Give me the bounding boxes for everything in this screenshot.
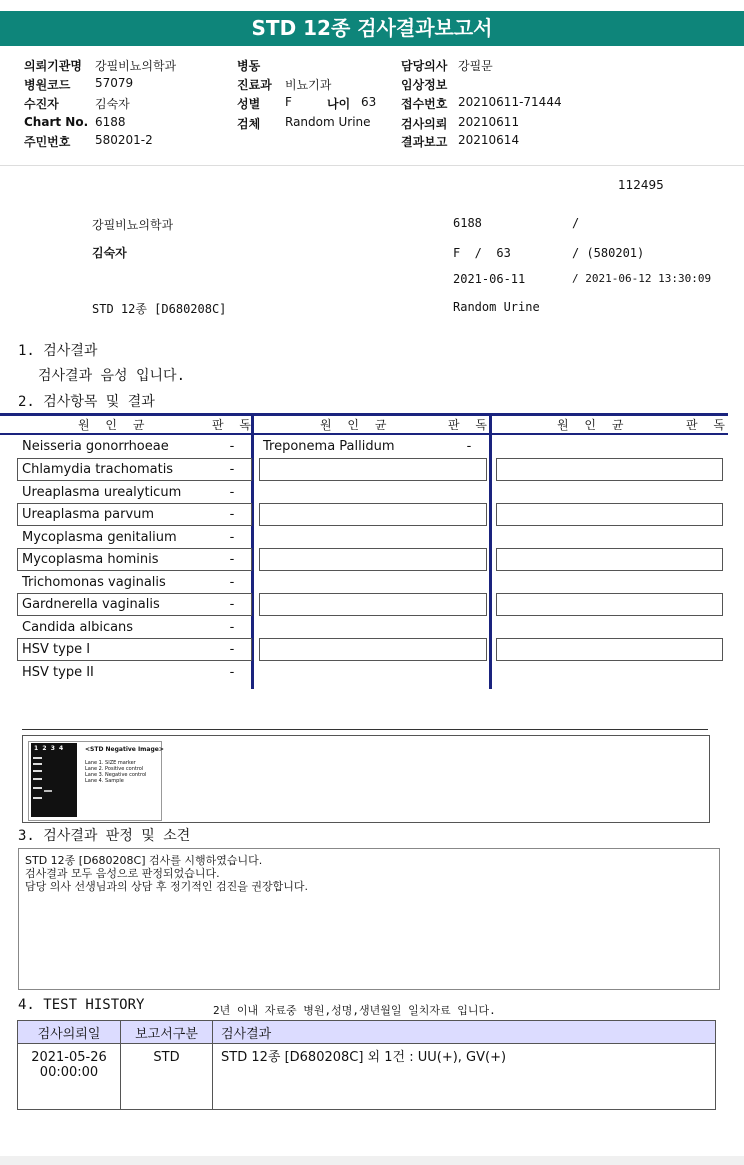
empty-row-box — [496, 593, 723, 616]
findings-box — [18, 848, 720, 990]
organism-name: Mycoplasma hominis — [22, 552, 159, 567]
summary-report-date: / 2021-06-12 13:30:09 — [572, 272, 712, 285]
section4-title: 4. TEST HISTORY — [18, 997, 145, 1013]
history-type: STD — [121, 1044, 213, 1110]
report-label: 결과보고 — [401, 135, 448, 149]
patient-value: 김숙자 — [95, 97, 130, 111]
summary-request-date: 2021-06-11 — [453, 272, 526, 286]
id-label: 주민번호 — [24, 135, 71, 149]
chart-value: 6188 — [95, 115, 126, 129]
table-row — [18, 1044, 716, 1110]
organism-name: Candida albicans — [22, 620, 134, 635]
history-header-result: 검사결과 — [213, 1021, 716, 1044]
ladder-band — [33, 787, 42, 789]
findings-line: 검사결과 모두 음성으로 판정되었습니다. — [25, 867, 220, 880]
organism-result: - — [229, 642, 235, 657]
history-date: 2021-05-26 — [31, 1050, 107, 1065]
gel-top-rule — [22, 729, 708, 730]
organism-name: Chlamydia trachomatis — [22, 462, 174, 477]
history-note: 2년 이내 자료중 병원,성명,생년월일 일치자료 입니다. — [213, 1004, 496, 1017]
id-value: 580201-2 — [95, 133, 153, 147]
empty-row-box — [259, 458, 487, 481]
patient-label: 수진자 — [24, 97, 59, 111]
ladder-band — [33, 770, 42, 772]
sex-label: 성별 — [237, 97, 261, 111]
page-footer-bar — [0, 1156, 744, 1165]
history-time: 00:00:00 — [39, 1065, 99, 1080]
ladder-band — [33, 778, 42, 780]
summary-test: STD 12종 [D680208C] — [92, 302, 227, 316]
organism-result: - — [229, 597, 235, 612]
results-grid-divider-2 — [489, 413, 492, 689]
header-divider — [0, 165, 744, 166]
history-date-cell — [18, 1044, 121, 1110]
hospital-value: 강필비뇨의학과 — [95, 59, 177, 73]
organism-result: - — [229, 552, 235, 567]
receipt-value: 20210611-71444 — [458, 95, 562, 109]
section1-text: 검사결과 음성 입니다. — [38, 368, 186, 384]
chart-label: Chart No. — [24, 115, 89, 129]
empty-row-box — [259, 593, 487, 616]
col2-org-header: 원 인 균 — [320, 418, 393, 432]
organism-result: - — [229, 620, 235, 635]
dept-label: 진료과 — [237, 78, 272, 92]
organism-name: Ureaplasma urealyticum — [22, 485, 182, 500]
gel-lanes-image — [31, 743, 77, 817]
empty-row-box — [259, 503, 487, 526]
doctor-value: 강필문 — [458, 59, 493, 73]
organism-name: Gardnerella vaginalis — [22, 597, 160, 612]
organism-result: - — [229, 575, 235, 590]
positive-band — [44, 790, 52, 792]
ladder-band — [33, 763, 42, 765]
summary-clinic: 강필비뇨의학과 — [92, 218, 174, 232]
summary-name: 김숙자 — [92, 246, 127, 260]
gel-legend-lane3: Lane 3. Negative control — [85, 772, 147, 778]
clinical-label: 임상정보 — [401, 78, 448, 92]
col3-res-header: 판 독 — [686, 418, 731, 432]
section1-title: 1. 검사결과 — [18, 343, 98, 359]
sex-value: F — [285, 95, 292, 109]
organism-result: - — [229, 530, 235, 545]
organism-name: HSV type I — [22, 642, 91, 657]
section3-title: 3. 검사결과 판정 및 소견 — [18, 828, 191, 844]
request-value: 20210611 — [458, 115, 520, 129]
empty-row-box — [496, 503, 723, 526]
ward-label: 병동 — [237, 59, 261, 73]
history-table — [17, 1020, 716, 1110]
col3-org-header: 원 인 균 — [557, 418, 630, 432]
age-value: 63 — [361, 95, 377, 109]
doctor-label: 담당의사 — [401, 59, 448, 73]
empty-row-box — [259, 548, 487, 571]
organism-result: - — [229, 665, 235, 680]
organism-result: - — [229, 439, 235, 454]
organism-result: - — [229, 507, 235, 522]
history-result: STD 12종 [D680208C] 외 1건 : UU(+), GV(+) — [213, 1044, 716, 1110]
organism-name: Neisseria gonorrhoeae — [22, 439, 169, 454]
summary-specimen: Random Urine — [453, 300, 540, 314]
section2-title: 2. 검사항목 및 결과 — [18, 394, 155, 410]
gel-legend-lane4: Lane 4. Sample — [85, 778, 124, 784]
col1-res-header: 판 독 — [212, 418, 257, 432]
code-value: 57079 — [95, 76, 134, 90]
hospital-label: 의뢰기관명 — [24, 59, 82, 73]
summary-number: 112495 — [618, 178, 664, 192]
history-header-type: 보고서구분 — [121, 1021, 213, 1044]
empty-row-box — [496, 548, 723, 571]
findings-line: STD 12종 [D680208C] 검사를 시행하였습니다. — [25, 854, 263, 867]
request-label: 검사의뢰 — [401, 117, 448, 131]
findings-line: 담당 의사 선생님과의 상담 후 정기적인 검진을 권장합니다. — [25, 880, 308, 893]
ladder-band — [33, 797, 42, 799]
organism-name: Ureaplasma parvum — [22, 507, 155, 522]
summary-birth: / (580201) — [572, 246, 645, 260]
code-label: 병원코드 — [24, 78, 71, 92]
specimen-value: Random Urine — [285, 115, 371, 129]
organism-name: Trichomonas vaginalis — [22, 575, 166, 590]
gel-legend-lane1: Lane 1. SIZE marker — [85, 760, 136, 766]
report-value: 20210614 — [458, 133, 520, 147]
organism-result: - — [229, 462, 235, 477]
col1-org-header: 원 인 균 — [78, 418, 151, 432]
results-grid-header-rule — [0, 433, 728, 435]
gel-caption: <STD Negative Image> — [85, 746, 164, 753]
col2-res-header: 판 독 — [448, 418, 493, 432]
organism-name: Treponema Pallidum — [263, 439, 395, 454]
summary-chart: 6188 — [453, 216, 482, 230]
dept-value: 비뇨기과 — [285, 78, 332, 92]
empty-row-box — [496, 638, 723, 661]
organism-name: HSV type II — [22, 665, 94, 680]
empty-row-box — [496, 458, 723, 481]
age-label: 나이 — [327, 97, 351, 111]
organism-name: Mycoplasma genitalium — [22, 530, 177, 545]
gel-lane-numbers: 1 2 3 4 — [34, 745, 64, 752]
gel-legend-lane2: Lane 2. Positive control — [85, 766, 144, 772]
organism-result: - — [229, 485, 235, 500]
report-title: STD 12종 검사결과보고서 — [0, 11, 744, 46]
empty-row-box — [259, 638, 487, 661]
specimen-label: 검체 — [237, 117, 261, 131]
ladder-band — [33, 757, 42, 759]
summary-sex-age: F / 63 — [453, 246, 511, 260]
summary-slash: / — [572, 216, 580, 230]
organism-result: - — [466, 439, 472, 454]
history-header-date: 검사의뢰일 — [18, 1021, 121, 1044]
receipt-label: 접수번호 — [401, 97, 448, 111]
